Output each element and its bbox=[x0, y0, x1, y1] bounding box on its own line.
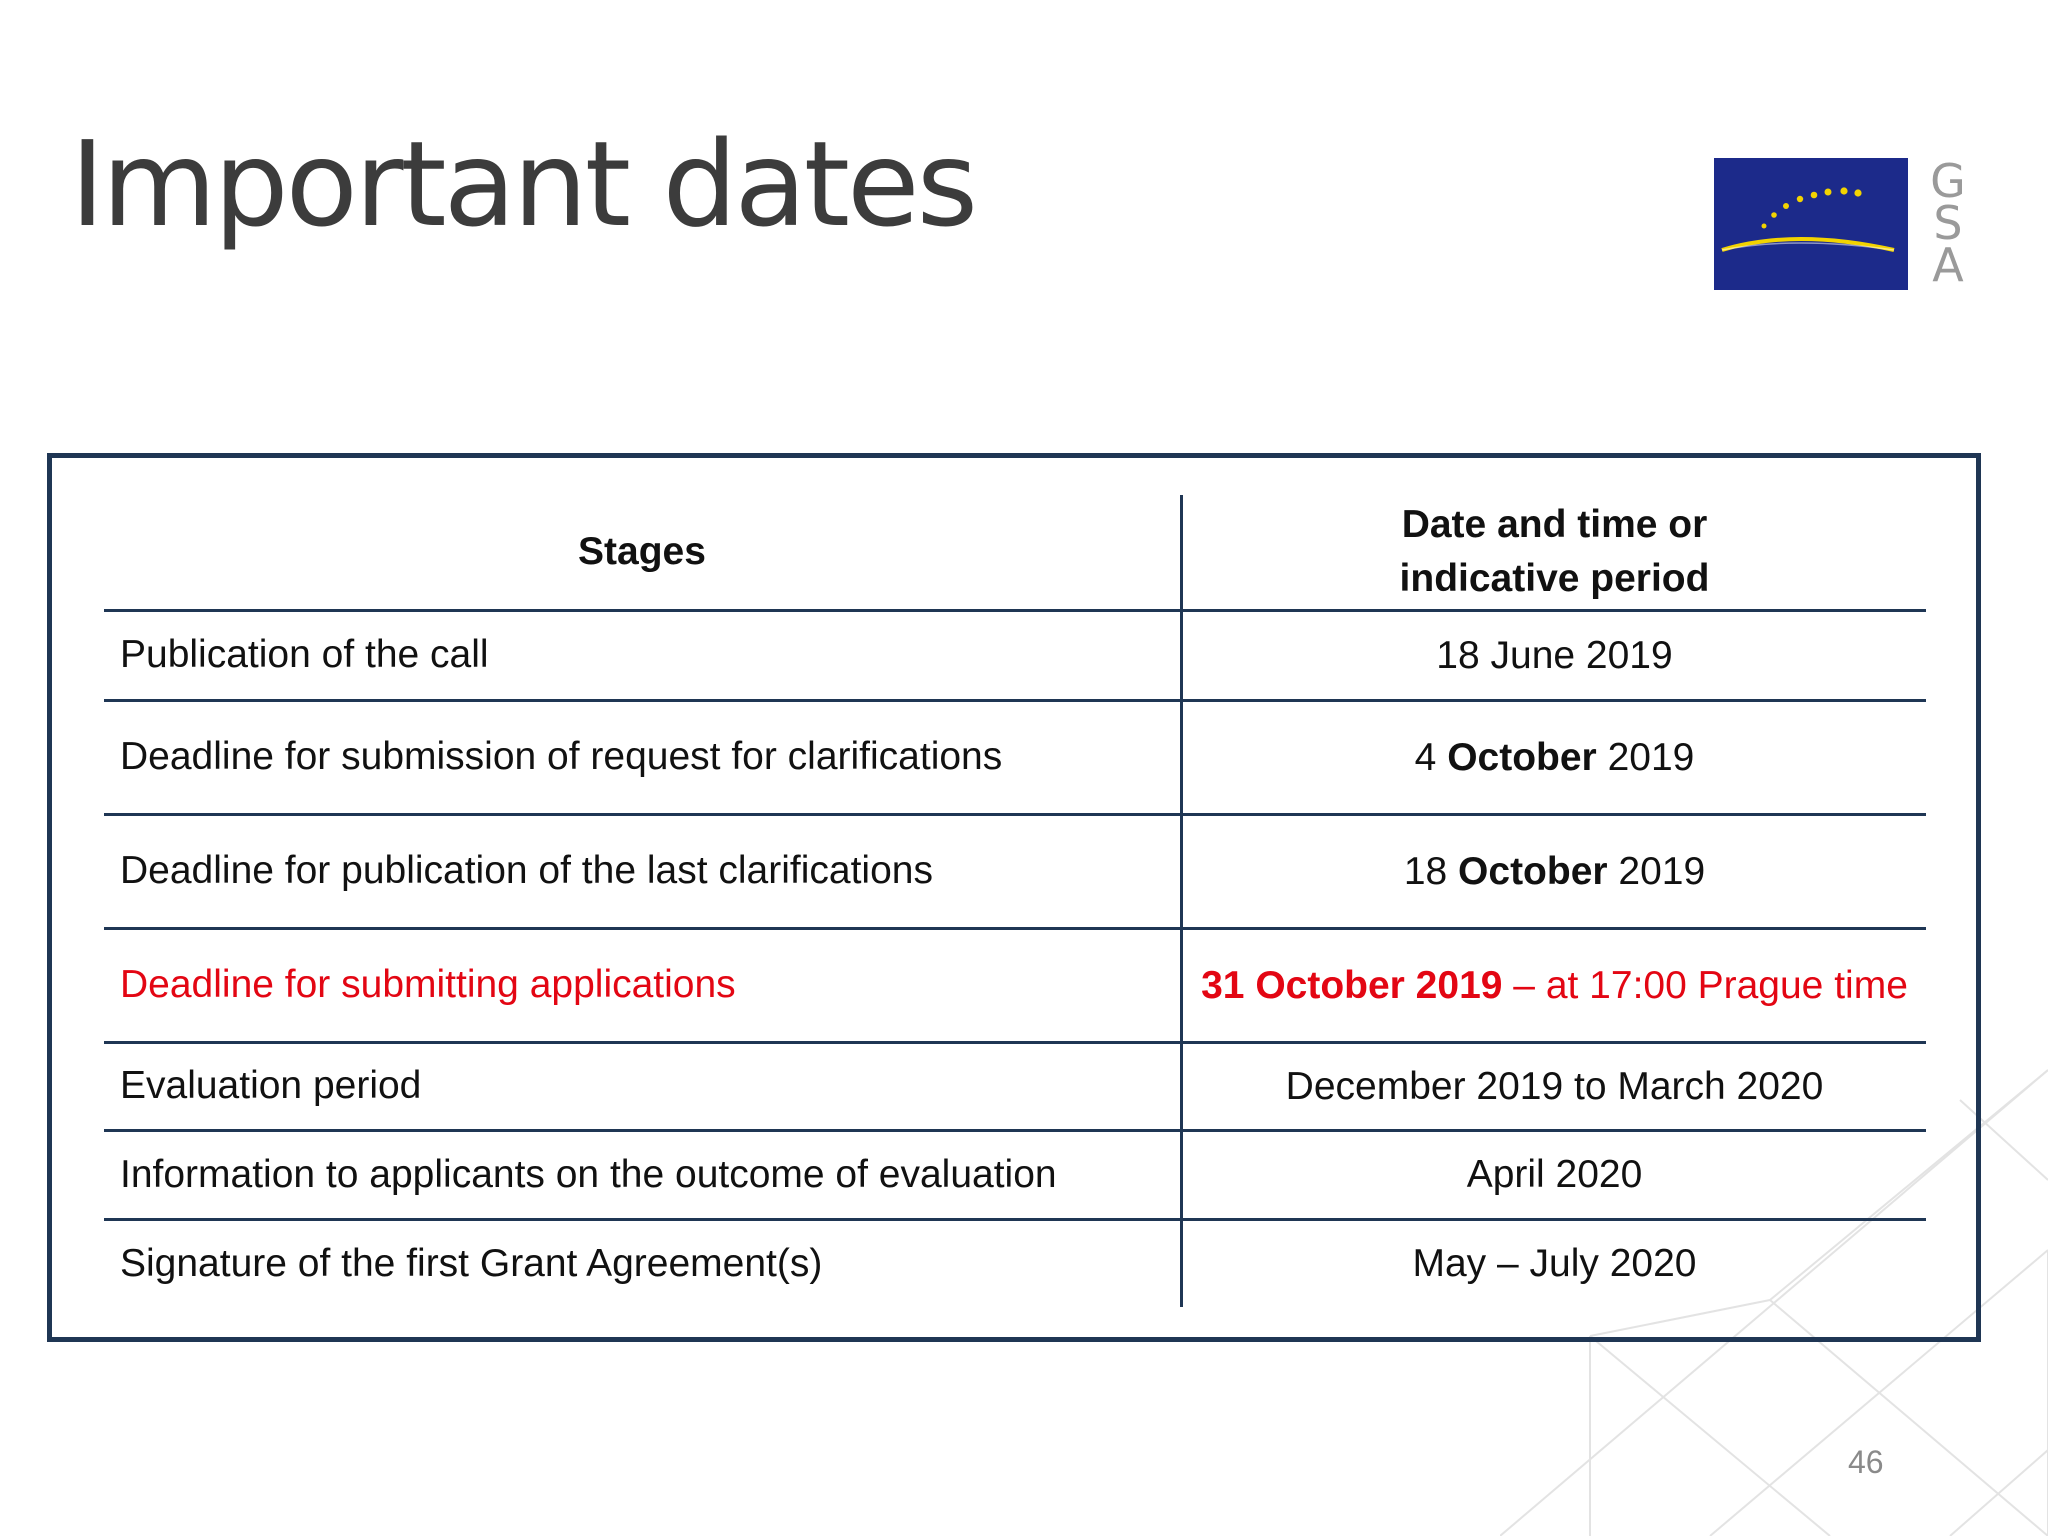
table-row bbox=[104, 814, 1926, 928]
date-year: 2019 bbox=[1607, 735, 1695, 779]
stage-cell: Publication of the call bbox=[104, 610, 1182, 700]
table-row bbox=[104, 700, 1926, 814]
table-row bbox=[104, 1219, 1926, 1307]
date-month: October bbox=[1458, 849, 1608, 893]
stage-cell: Deadline for submitting applications bbox=[104, 928, 1182, 1042]
date-cell: April 2020 bbox=[1182, 1130, 1927, 1219]
stage-cell: Deadline for submission of request for clarifications bbox=[104, 700, 1182, 814]
logo-letter: G bbox=[1930, 154, 1966, 208]
gsa-logo-letters bbox=[1930, 154, 1966, 292]
date-main: 31 October 2019 bbox=[1201, 963, 1503, 1007]
date-cell bbox=[1182, 928, 1927, 1042]
page-number: 46 bbox=[1848, 1444, 1884, 1480]
important-dates-table bbox=[104, 495, 1926, 1307]
stage-cell: Information to applicants on the outcome of evaluation bbox=[104, 1130, 1182, 1219]
table-header-row bbox=[104, 495, 1926, 610]
date-year: 2019 bbox=[1618, 849, 1706, 893]
date-month: October bbox=[1447, 735, 1597, 779]
date-cell: May – July 2020 bbox=[1412, 1242, 1697, 1286]
stage-cell: Evaluation period bbox=[104, 1042, 1182, 1130]
table-row-highlight bbox=[104, 928, 1926, 1042]
stage-cell: Deadline for publication of the last clarifications bbox=[104, 814, 1182, 928]
date-day: 4 bbox=[1414, 735, 1437, 779]
logo-letter: A bbox=[1932, 238, 1964, 292]
eu-stars-arc-icon bbox=[1714, 158, 1908, 290]
table-row bbox=[104, 1130, 1926, 1219]
date-cell bbox=[1182, 814, 1927, 928]
page-title: Important dates bbox=[70, 115, 976, 253]
table-row bbox=[104, 1042, 1926, 1130]
header-date-text: Date and time or indicative period bbox=[1399, 502, 1710, 600]
table-row bbox=[104, 610, 1926, 700]
logo-letter: S bbox=[1933, 196, 1963, 250]
date-cell: 18 June 2019 bbox=[1182, 610, 1927, 700]
header-stages: Stages bbox=[104, 495, 1182, 610]
gsa-logo bbox=[1714, 158, 1908, 290]
date-cell: December 2019 to March 2020 bbox=[1182, 1042, 1927, 1130]
date-cell bbox=[1182, 700, 1927, 814]
date-time: – at 17:00 Prague time bbox=[1513, 963, 1908, 1007]
date-day: 18 bbox=[1403, 849, 1448, 893]
stage-cell: Signature of the first Grant Agreement(s) bbox=[104, 1219, 1182, 1307]
header-date bbox=[1182, 495, 1927, 610]
